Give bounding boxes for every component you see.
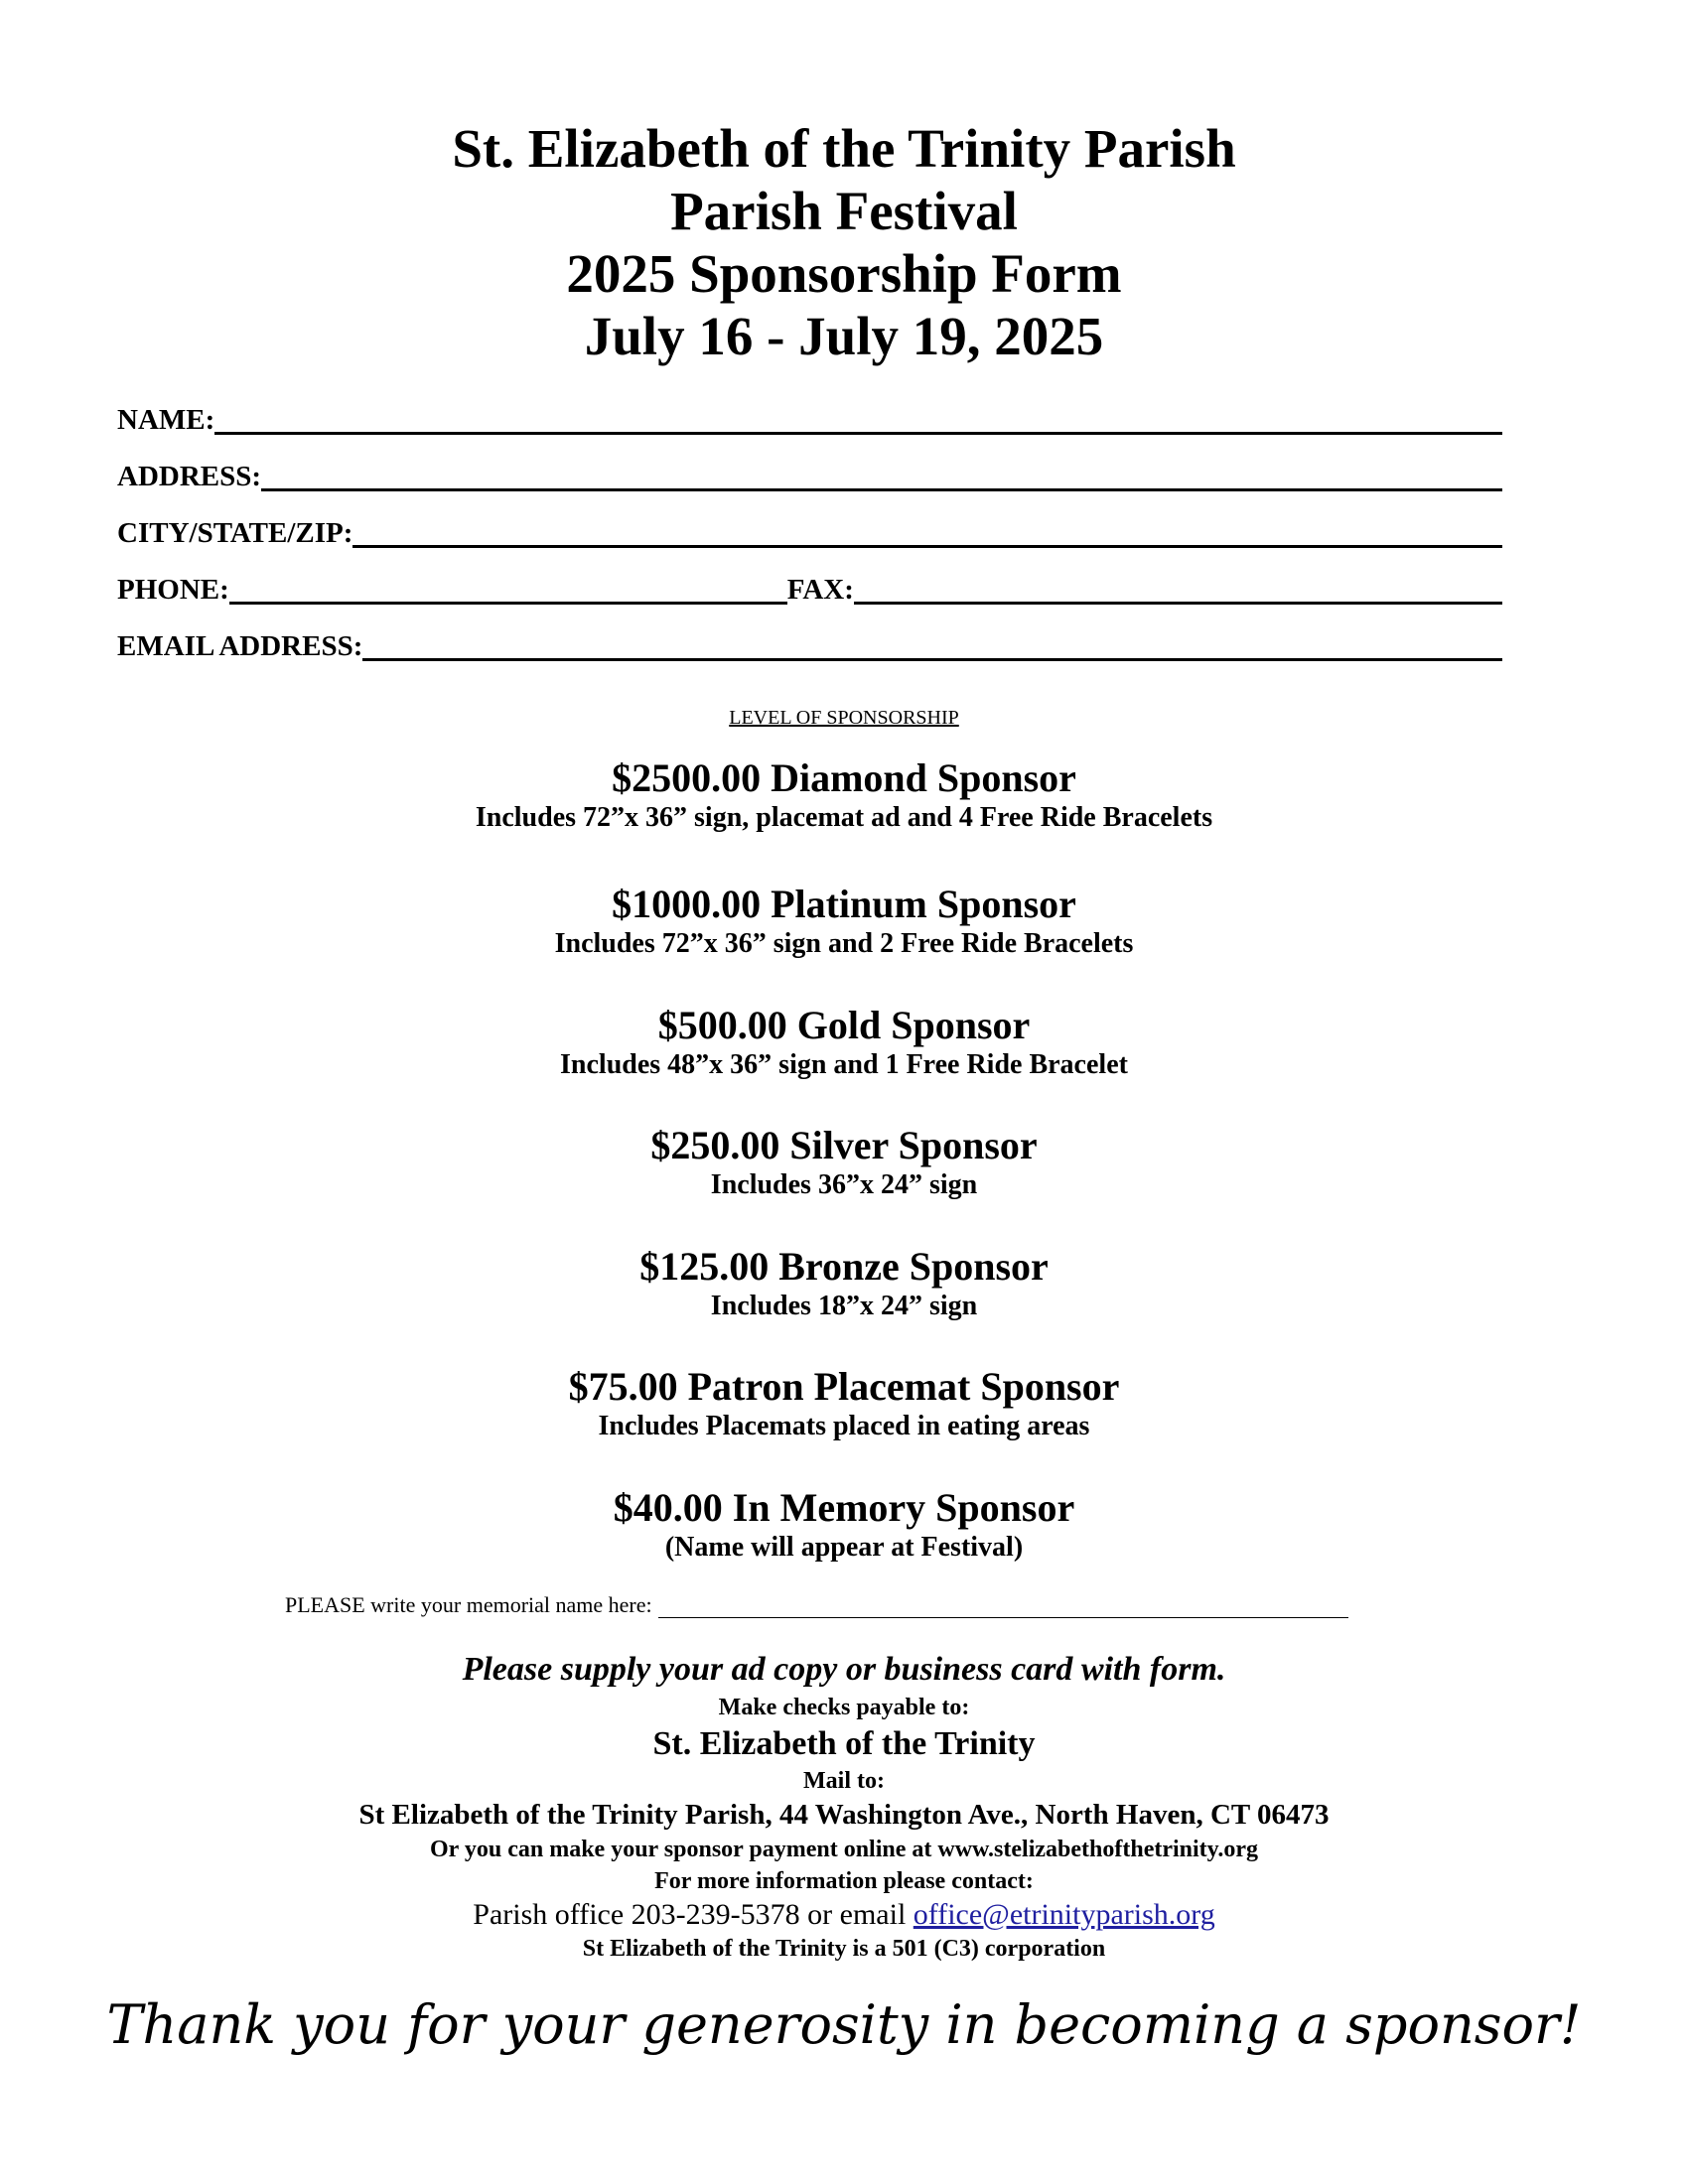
tier-description: Includes 36”x 24” sign bbox=[710, 1169, 978, 1200]
tier-gold bbox=[0, 1003, 1688, 1082]
contact-line bbox=[0, 1897, 1688, 1933]
email-field[interactable] bbox=[362, 630, 1502, 661]
tier-diamond bbox=[0, 755, 1688, 835]
corporation-note: St Elizabeth of the Trinity is a 501 (C3) corporation bbox=[582, 1936, 1106, 1962]
address-field-row bbox=[117, 454, 1502, 493]
email-field-row bbox=[117, 623, 1502, 663]
tier-silver bbox=[0, 1123, 1688, 1202]
memorial-name-field[interactable] bbox=[658, 1595, 1348, 1618]
footer bbox=[0, 1648, 1688, 1965]
name-field-row bbox=[117, 397, 1502, 437]
address-label: ADDRESS: bbox=[117, 461, 262, 492]
memorial-prompt: PLEASE write your memorial name here: bbox=[285, 1592, 652, 1617]
office-phone-text: Parish office 203-239-5378 or email bbox=[473, 1898, 907, 1931]
memorial-row bbox=[285, 1592, 1402, 1618]
fax-field[interactable] bbox=[854, 574, 1502, 605]
tier-in-memory bbox=[0, 1485, 1688, 1565]
tier-description: Includes 18”x 24” sign bbox=[710, 1291, 978, 1321]
payee-name: St. Elizabeth of the Trinity bbox=[652, 1725, 1036, 1762]
city-field-row bbox=[117, 510, 1502, 550]
phone-field[interactable] bbox=[229, 574, 787, 605]
mail-to-label: Mail to: bbox=[803, 1768, 885, 1794]
event-name: Parish Festival bbox=[670, 181, 1018, 241]
form-title: 2025 Sponsorship Form bbox=[566, 243, 1122, 304]
mailing-address: St Elizabeth of the Trinity Parish, 44 Washington Ave., North Haven, CT 06473 bbox=[358, 1799, 1330, 1831]
form-header bbox=[0, 117, 1688, 367]
event-dates: July 16 - July 19, 2025 bbox=[584, 306, 1104, 366]
tier-title: $125.00 Bronze Sponsor bbox=[639, 1244, 1049, 1289]
tier-title: $75.00 Patron Placemat Sponsor bbox=[568, 1364, 1120, 1409]
tier-description: Includes Placemats placed in eating areas bbox=[598, 1411, 1090, 1441]
thank-you-message: Thank you for your generosity in becoming a sponsor! bbox=[106, 1993, 1582, 2056]
tier-title: $250.00 Silver Sponsor bbox=[650, 1123, 1038, 1167]
level-heading: LEVEL OF SPONSORSHIP bbox=[729, 707, 959, 729]
email-label: EMAIL ADDRESS: bbox=[117, 630, 363, 662]
tier-platinum bbox=[0, 882, 1688, 961]
tier-patron-placemat bbox=[0, 1364, 1688, 1443]
email-link[interactable]: office@etrinityparish.org bbox=[913, 1898, 1215, 1931]
checks-payable-label: Make checks payable to: bbox=[718, 1695, 970, 1720]
tier-description: Includes 72”x 36” sign and 2 Free Ride Bracelets bbox=[554, 928, 1134, 959]
contact-label: For more information please contact: bbox=[654, 1868, 1034, 1894]
tier-description: Includes 72”x 36” sign, placemat ad and 4 Free Ride Bracelets bbox=[475, 802, 1213, 833]
name-field[interactable] bbox=[214, 404, 1502, 435]
phone-fax-row bbox=[117, 567, 1502, 607]
city-state-zip-label: CITY/STATE/ZIP: bbox=[117, 517, 353, 549]
parish-name: St. Elizabeth of the Trinity Parish bbox=[452, 118, 1236, 179]
tier-description: (Name will appear at Festival) bbox=[664, 1532, 1024, 1563]
tier-title: $2500.00 Diamond Sponsor bbox=[612, 755, 1076, 800]
tier-title: $500.00 Gold Sponsor bbox=[657, 1003, 1031, 1047]
fax-label: FAX: bbox=[786, 574, 854, 606]
city-state-zip-field[interactable] bbox=[352, 517, 1502, 548]
online-payment-note: Or you can make your sponsor payment online at www.stelizabethofthetrinity.org bbox=[429, 1837, 1258, 1862]
ad-copy-note: Please supply your ad copy or business card with form. bbox=[462, 1651, 1226, 1688]
tier-description: Includes 48”x 36” sign and 1 Free Ride Bracelet bbox=[560, 1049, 1128, 1080]
tier-title: $1000.00 Platinum Sponsor bbox=[612, 882, 1076, 926]
tier-title: $40.00 In Memory Sponsor bbox=[613, 1485, 1075, 1530]
tier-bronze bbox=[0, 1244, 1688, 1323]
name-label: NAME: bbox=[117, 404, 215, 436]
address-field[interactable] bbox=[261, 461, 1502, 491]
phone-label: PHONE: bbox=[117, 574, 229, 606]
